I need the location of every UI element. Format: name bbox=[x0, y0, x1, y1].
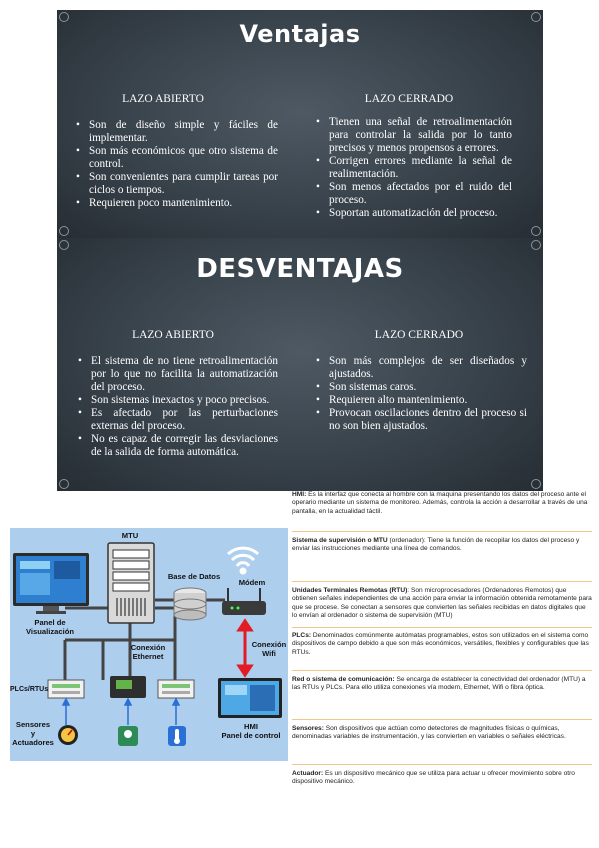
hmi-label bbox=[216, 722, 286, 740]
list-item: • Requieren alto mantenimiento. bbox=[315, 394, 527, 407]
list-item: • Es afectado por las perturbaciones externas del proceso. bbox=[77, 407, 278, 433]
corner-ornament bbox=[531, 479, 541, 489]
definition-term: HMI: bbox=[292, 491, 307, 498]
definition-text: Denominados comúnmente autómatas programables, estos son utilizados en el sistema como dispositivos de campo debido a que son más económicos, versátiles, flexibles y configurables que las RTUs. bbox=[292, 632, 589, 656]
hmi-label-line1: HMI bbox=[244, 722, 258, 731]
list-item: • Son menos afectados por el ruido del proceso. bbox=[315, 181, 512, 207]
wifi-label bbox=[250, 640, 288, 658]
scada-diagram bbox=[10, 528, 288, 761]
plc-module-icon bbox=[158, 680, 194, 698]
panel-label-line1: Panel de bbox=[34, 618, 66, 627]
definition-text: : Son microprocesadores (Ordenadores Remotos) que obtienen señales independientes de una acción para enviar la información obtenida remotamente para que se procese. Se conectan a sensores que convierten las señales recibidas en datos digitales que lo envían al ordenador o sistema de supervisión (MTU) bbox=[292, 587, 592, 620]
definition-term: Actuador: bbox=[292, 770, 324, 777]
divider bbox=[292, 627, 592, 628]
wifi-label-line1: Conexión bbox=[251, 640, 287, 649]
rtu-module-icon bbox=[110, 676, 146, 698]
definition-mtu bbox=[292, 537, 592, 554]
database-label: Base de Datos bbox=[167, 572, 221, 581]
advantages-title: Ventajas bbox=[239, 20, 361, 48]
closed-loop-heading: LAZO CERRADO bbox=[374, 329, 464, 341]
disadvantages-closed-list bbox=[315, 355, 527, 433]
wifi-label-line2: Wifi bbox=[262, 649, 276, 658]
corner-ornament bbox=[59, 479, 69, 489]
definition-text: Es un dispositivo mecánico que se utiliza para actuar u ofrecer movimiento sobre otro dispositivo mecánico. bbox=[292, 770, 575, 786]
gauge-icon bbox=[58, 725, 78, 745]
monitor-icon bbox=[13, 553, 89, 614]
list-item: • Son sistemas inexactos y poco precisos. bbox=[77, 394, 278, 407]
list-item: • Tienen una señal de retroalimentación para controlar la salida por lo tanto precisos y menos propensos a errores. bbox=[315, 116, 512, 155]
sensors-label-line3: Actuadores bbox=[12, 738, 54, 747]
list-item: • El sistema de no tiene retroalimentación por lo que no facilita la automatización del proceso. bbox=[77, 355, 278, 394]
server-icon bbox=[108, 543, 154, 623]
corner-ornament bbox=[531, 240, 541, 250]
definition-term: Sistema de supervisión o MTU bbox=[292, 537, 388, 544]
definition-text: Se encarga de establecer la conectividad del ordenador (MTU) a las RTUs y PLCs. Para ello utiliza conexiones vía modem, Ethernet, Wifi o fibra óptica. bbox=[292, 676, 586, 692]
modem-label: Módem bbox=[238, 578, 266, 587]
definition-hmi bbox=[292, 491, 592, 516]
list-item: • Corrigen errores mediante la señal de realimentación. bbox=[315, 155, 512, 181]
divider bbox=[292, 670, 592, 671]
open-loop-heading: LAZO ABIERTO bbox=[132, 329, 214, 341]
open-loop-heading: LAZO ABIERTO bbox=[122, 93, 204, 105]
sensors-label-line1: Sensores bbox=[15, 720, 51, 729]
advantages-slide bbox=[57, 10, 543, 238]
panel-label bbox=[14, 618, 86, 636]
definition-sensors bbox=[292, 725, 592, 742]
divider bbox=[292, 764, 592, 765]
list-item: • Soportan automatización del proceso. bbox=[315, 207, 512, 220]
list-item: • Requieren poco mantenimiento. bbox=[75, 197, 278, 210]
list-item: • Son más económicos que otro sistema de control. bbox=[75, 145, 278, 171]
plc-module-icon bbox=[48, 680, 84, 698]
list-item: • Provocan oscilaciones dentro del proceso si no son bien ajustados. bbox=[315, 407, 527, 433]
hmi-screen-icon bbox=[218, 678, 282, 718]
closed-loop-heading: LAZO CERRADO bbox=[364, 93, 454, 105]
sensors-label-line2: y bbox=[30, 729, 36, 738]
list-item: • Son sistemas caros. bbox=[315, 381, 527, 394]
hmi-label-line2: Panel de control bbox=[221, 731, 281, 740]
definition-network bbox=[292, 676, 592, 693]
thermometer-icon bbox=[168, 726, 186, 746]
definition-term: PLCs: bbox=[292, 632, 312, 639]
modem-icon bbox=[222, 588, 266, 615]
advantages-open-list bbox=[75, 119, 278, 210]
advantages-closed-list bbox=[315, 116, 512, 220]
panel-label-line2: Visualización bbox=[26, 627, 74, 636]
definition-actuator bbox=[292, 770, 592, 787]
signal-arrows bbox=[63, 699, 179, 725]
list-item: • No es capaz de corregir las desviaciones de la salida de forma automática. bbox=[77, 433, 278, 459]
ethernet-label-line1: Conexión bbox=[130, 643, 166, 652]
database-icon bbox=[174, 588, 206, 620]
ethernet-label-line2: Ethernet bbox=[132, 652, 164, 661]
actuator-icon bbox=[118, 726, 138, 746]
list-item: • Son más complejos de ser diseñados y ajustados. bbox=[315, 355, 527, 381]
list-item: • Son convenientes para cumplir tareas por ciclos o tiempos. bbox=[75, 171, 278, 197]
sensors-label bbox=[10, 720, 56, 747]
definition-term: Sensores: bbox=[292, 725, 324, 732]
disadvantages-slide bbox=[57, 238, 543, 491]
corner-ornament bbox=[59, 240, 69, 250]
definition-term: Red o sistema de comunicación: bbox=[292, 676, 395, 683]
divider bbox=[292, 581, 592, 582]
divider bbox=[292, 719, 592, 720]
definition-rtu bbox=[292, 587, 592, 621]
divider bbox=[292, 531, 592, 532]
definition-term: Unidades Terminales Remotas (RTU) bbox=[292, 587, 408, 594]
wifi-icon bbox=[228, 548, 258, 573]
list-item: • Son de diseño simple y fáciles de implementar. bbox=[75, 119, 278, 145]
disadvantages-title: DESVENTAJAS bbox=[196, 254, 404, 284]
mtu-label: MTU bbox=[121, 531, 139, 540]
definition-text: (ordenador): Tiene la función de recopilar los datos del proceso y enviar las instrucciones mediante una línea de comandos. bbox=[292, 537, 580, 553]
corner-ornament bbox=[531, 226, 541, 236]
definition-plcs bbox=[292, 632, 592, 657]
corner-ornament bbox=[59, 226, 69, 236]
definition-text: Son dispositivos que actúan como detectores de magnitudes físicas o químicas, denominadas variables de instrumentación, y las convierten en variables o señales eléctricas. bbox=[292, 725, 566, 741]
plcs-label: PLCs/RTUs bbox=[10, 686, 49, 693]
definition-text: Es la interfaz que conecta al hombre con la maquina presentando los datos del proceso ante el operario mediante un sistema de monitoreo. Además, controla la acción a desarrollar a través de una pantalla, en la actualidad táctil. bbox=[292, 491, 588, 515]
disadvantages-open-list bbox=[77, 355, 278, 459]
ethernet-label bbox=[128, 643, 168, 661]
